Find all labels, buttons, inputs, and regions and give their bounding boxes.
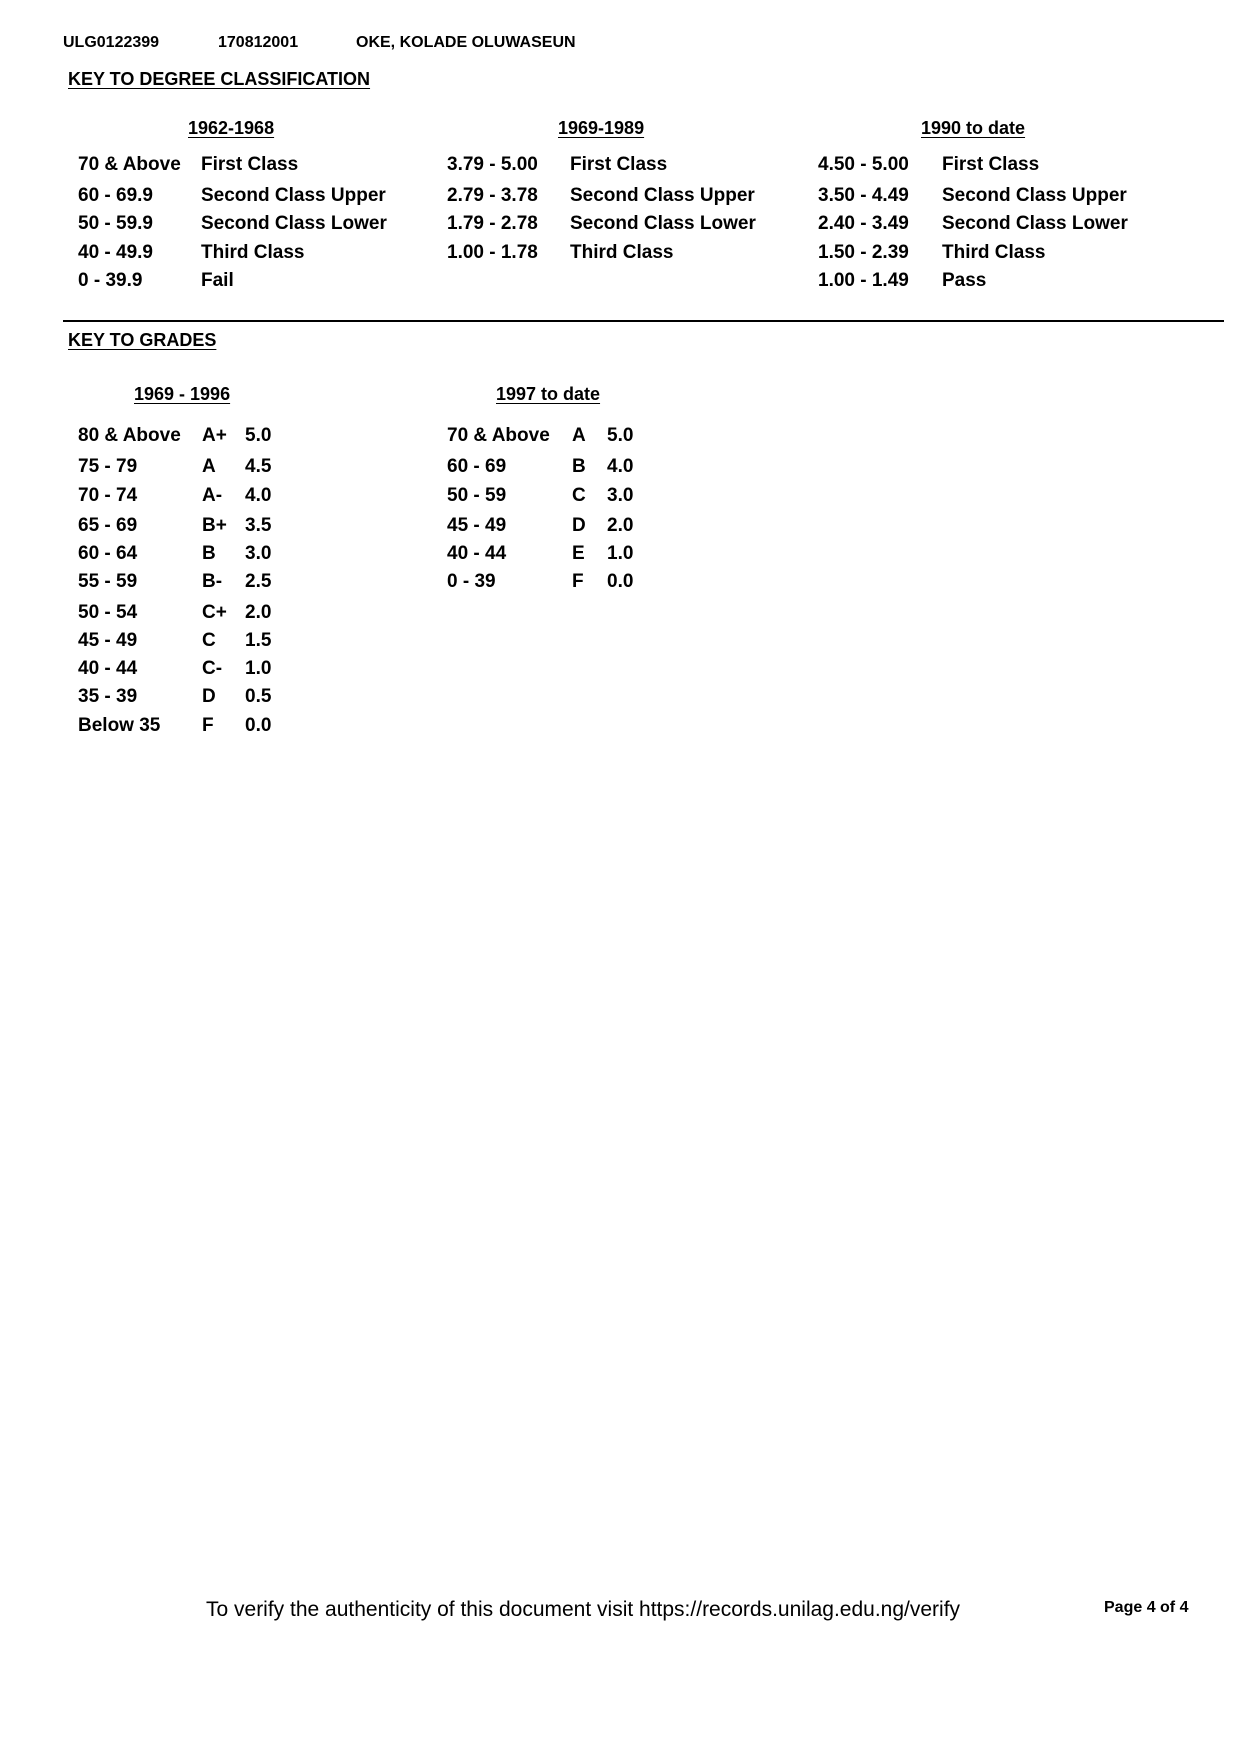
degree-class: First Class: [570, 154, 668, 175]
grade-point: 2.0: [245, 602, 272, 623]
grade-letter: D: [202, 686, 216, 707]
grade-range: 50 - 54: [78, 602, 138, 623]
grade-range: 65 - 69: [78, 515, 138, 536]
grade-point: 1.0: [245, 658, 272, 679]
registration-code: ULG0122399: [63, 34, 160, 51]
grade-point: 1.5: [245, 630, 272, 651]
grade-range: 45 - 49: [78, 630, 138, 651]
grades-key-title: KEY TO GRADES: [68, 330, 217, 350]
grade-range: 70 - 74: [78, 485, 138, 506]
degree-range: 2.79 - 3.78: [447, 185, 538, 206]
grade-range: 80 & Above: [78, 425, 181, 446]
verification-note: To verify the authenticity of this document visit https://records.unilag.edu.ng/verify: [206, 1598, 961, 1621]
degree-class: Pass: [942, 270, 987, 291]
degree-class: Second Class Lower: [570, 213, 756, 234]
degree-range: 4.50 - 5.00: [818, 154, 909, 175]
grade-letter: E: [572, 543, 585, 564]
grade-letter: F: [202, 715, 214, 736]
page-number: Page 4 of 4: [1104, 1599, 1189, 1616]
grade-point: 4.0: [245, 485, 272, 506]
grade-range: 50 - 59: [447, 485, 507, 506]
grade-letter: C+: [202, 602, 227, 623]
degree-range: 1.00 - 1.49: [818, 270, 909, 291]
grade-point: 0.5: [245, 686, 272, 707]
grade-letter: B: [202, 543, 216, 564]
grade-range: 40 - 44: [447, 543, 507, 564]
grade-letter: C: [572, 485, 586, 506]
grade-range: 60 - 69: [447, 456, 507, 477]
matric-number: 170812001: [218, 34, 299, 51]
degree-range: 2.40 - 3.49: [818, 213, 909, 234]
grades-period-2-label: 1997 to date: [496, 384, 601, 404]
grade-range: 55 - 59: [78, 571, 138, 592]
grade-point: 4.5: [245, 456, 272, 477]
degree-period-2-label: 1969-1989: [558, 118, 645, 138]
grade-letter: B-: [202, 571, 223, 592]
grade-range: 60 - 64: [78, 543, 138, 564]
grade-letter: D: [572, 515, 586, 536]
grade-point: 2.5: [245, 571, 272, 592]
grade-point: 5.0: [245, 425, 272, 446]
degree-class: First Class: [201, 154, 299, 175]
degree-range: 70 & Above: [78, 154, 181, 175]
grade-range: 40 - 44: [78, 658, 138, 679]
grade-range: Below 35: [78, 715, 161, 736]
grade-range: 70 & Above: [447, 425, 550, 446]
grade-letter: A: [202, 456, 216, 477]
degree-class: Second Class Lower: [201, 213, 387, 234]
grade-letter: F: [572, 571, 584, 592]
grade-point: 4.0: [607, 456, 634, 477]
degree-class: Second Class Lower: [942, 213, 1128, 234]
degree-class: Third Class: [201, 242, 305, 263]
grade-point: 3.0: [245, 543, 272, 564]
grade-point: 3.5: [245, 515, 272, 536]
degree-period-3-label: 1990 to date: [921, 118, 1026, 138]
section-divider: [63, 320, 1224, 322]
grade-point: 1.0: [607, 543, 634, 564]
grade-point: 0.0: [607, 571, 634, 592]
degree-class: Third Class: [942, 242, 1046, 263]
degree-class: First Class: [942, 154, 1040, 175]
degree-range: 1.00 - 1.78: [447, 242, 538, 263]
degree-range: 1.50 - 2.39: [818, 242, 909, 263]
grade-range: 45 - 49: [447, 515, 507, 536]
grade-range: 75 - 79: [78, 456, 138, 477]
grade-range: 0 - 39: [447, 571, 496, 592]
degree-range: 40 - 49.9: [78, 242, 153, 263]
grade-letter: A: [572, 425, 586, 446]
degree-range: 50 - 59.9: [78, 213, 153, 234]
student-name: OKE, KOLADE OLUWASEUN: [356, 34, 576, 51]
degree-range: 3.79 - 5.00: [447, 154, 538, 175]
degree-class: Second Class Upper: [201, 185, 386, 206]
degree-class: Fail: [201, 270, 234, 291]
grade-letter: B+: [202, 515, 227, 536]
grades-period-1-label: 1969 - 1996: [134, 384, 231, 404]
grade-letter: A+: [202, 425, 227, 446]
grade-letter: A-: [202, 485, 223, 506]
grade-letter: C-: [202, 658, 223, 679]
grade-point: 3.0: [607, 485, 634, 506]
grade-point: 0.0: [245, 715, 272, 736]
degree-key-title: KEY TO DEGREE CLASSIFICATION: [68, 69, 371, 89]
degree-class: Second Class Upper: [570, 185, 755, 206]
grade-point: 2.0: [607, 515, 634, 536]
grade-range: 35 - 39: [78, 686, 138, 707]
degree-range: 0 - 39.9: [78, 270, 143, 291]
grade-point: 5.0: [607, 425, 634, 446]
degree-class: Third Class: [570, 242, 674, 263]
grade-letter: B: [572, 456, 586, 477]
grade-letter: C: [202, 630, 216, 651]
degree-period-1-label: 1962-1968: [188, 118, 275, 138]
degree-range: 60 - 69.9: [78, 185, 153, 206]
degree-range: 1.79 - 2.78: [447, 213, 538, 234]
degree-range: 3.50 - 4.49: [818, 185, 909, 206]
degree-class: Second Class Upper: [942, 185, 1127, 206]
